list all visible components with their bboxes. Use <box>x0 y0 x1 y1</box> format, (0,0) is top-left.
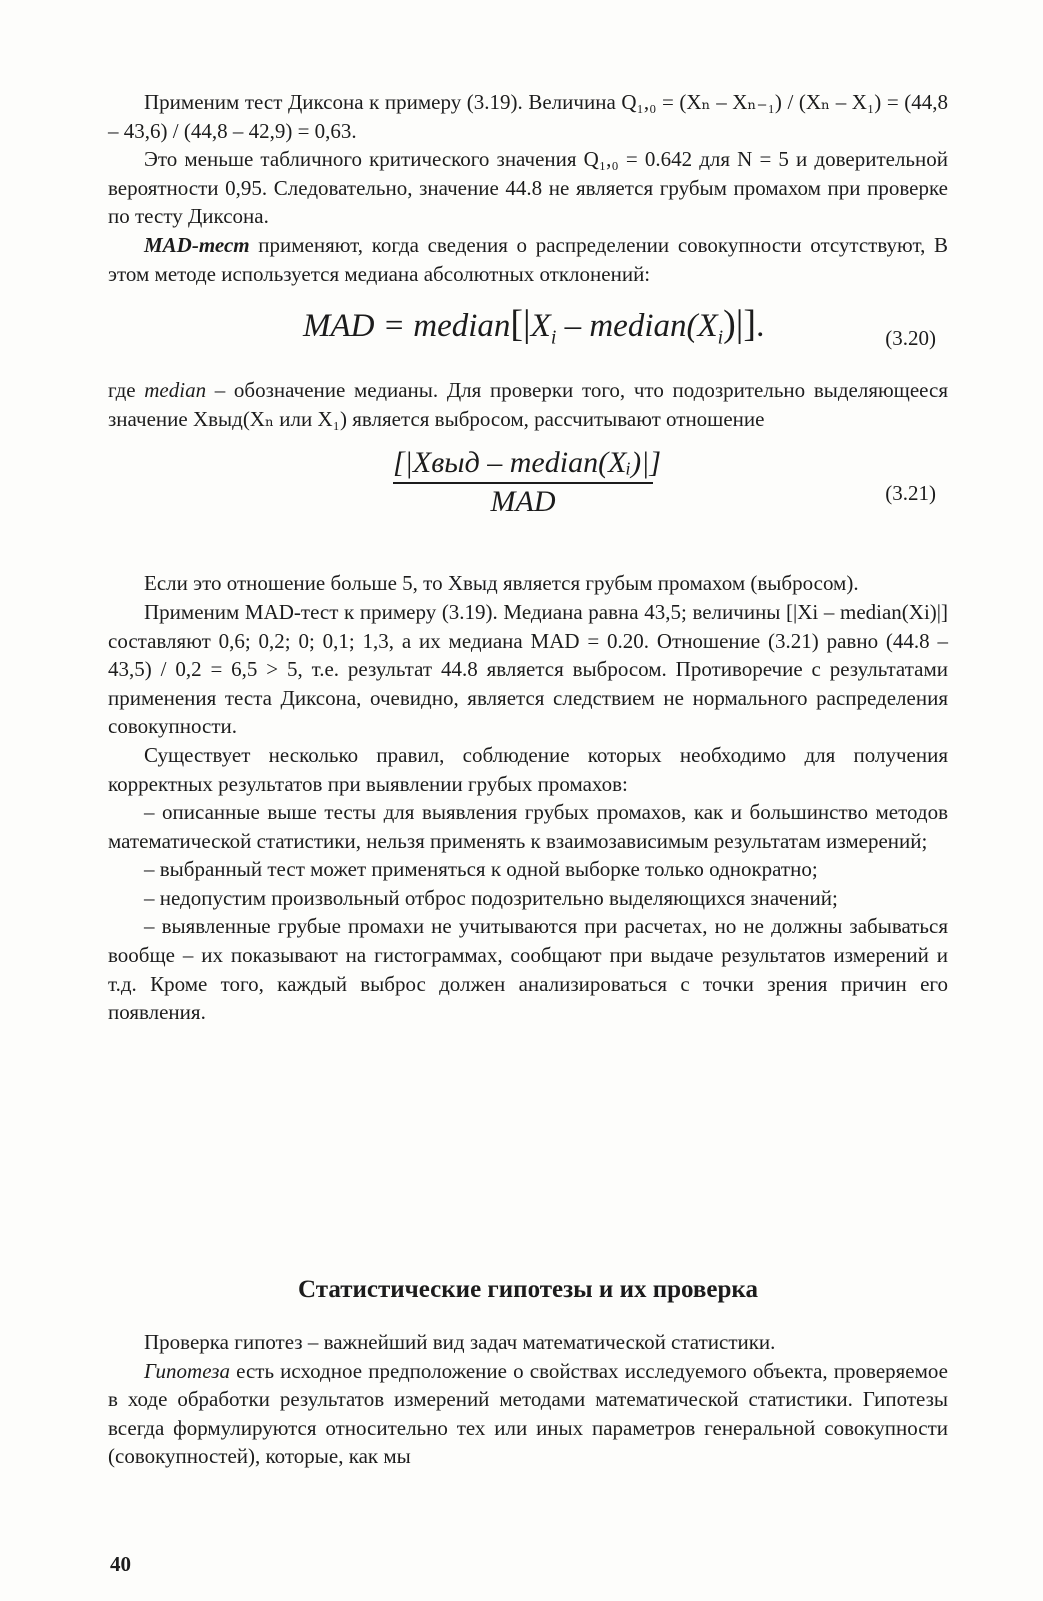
equation-number-3-20: (3.20) <box>885 326 936 351</box>
paragraph-rules-intro: Существует несколько правил, соблюдение которых необходимо для получения корректных результатов при выявлении грубых промахов: <box>108 742 948 796</box>
rule-item-3: – недопустим произвольный отброс подозрительно выделяющихся значений; <box>144 885 838 910</box>
paragraph-median-definition <box>108 376 948 433</box>
rule-item-2: – выбранный тест может применяться к одной выборке только однократно; <box>144 857 818 882</box>
formula-x: X <box>530 308 551 345</box>
body-text-bottom <box>108 1328 948 1471</box>
page-number: 40 <box>110 1552 131 1576</box>
paragraph-dixon-conclusion: Это меньше табличного критического значения Q₁,₀ = 0.642 для N = 5 и доверительной вероятности 0,95. Следовательно, значение 44.8 не является грубым промахом при проверке по тесту Диксона. <box>108 147 948 229</box>
formula-sub-i: i <box>550 326 557 349</box>
hypothesis-def-text: есть исходное предположение о свойствах исследуемого объекта, проверяемое в ходе обработки результатов измерений методами математической статистики. Гипотезы всегда формулируются относительно тех или иных параметров генеральной совокупности (совокупностей), которые, как мы <box>108 1358 948 1469</box>
paragraph-mad-criterion: Если это отношение больше 5, то Хвыд является грубым промахом (выбросом). <box>144 571 859 596</box>
formula-mad-lhs: MAD = median <box>303 308 511 345</box>
formula-dot: . <box>756 308 765 345</box>
paragraph-hypothesis-definition <box>108 1357 948 1471</box>
median-def-prefix: где <box>108 378 145 403</box>
mad-test-term: MAD-тест <box>144 232 250 257</box>
body-text-top <box>108 88 948 1027</box>
rule-item-1: – описанные выше тесты для выявления грубых промахов, как и большинство методов математической статистики, нельзя применять к взаимозависимым результатам измерений; <box>108 800 948 853</box>
equation-number-3-21: (3.21) <box>885 481 936 506</box>
median-term: median <box>144 378 207 403</box>
paragraph-dixon-example: Применим тест Диксона к примеру (3.19). Величина Q₁,₀ = (Xₙ – Xₙ₋₁) / (Xₙ – X₁) = (44,8 – 43,6) / (44,8 – 42,9) = 0,63. <box>108 90 948 143</box>
formula-3-20-expression <box>303 303 765 352</box>
formula-median-x: – median(X <box>556 308 718 345</box>
paragraph-mad-example: Применим MAD-тест к примеру (3.19). Медиана равна 43,5; величины [|Xi – median(Xi)|] составляют 0,6; 0,2; 0; 0,1; 1,3, а их медиана MAD = 0.20. Отношение (3.21) равно (44.8 – 43,5) / 0,2 = 6,5 > 5, т.е. результат 44.8 является выбросом. Противоречие с результатами применения теста Диксона, очевидно, является следствием не нормального распределения совокупности. <box>108 599 948 739</box>
formula-sub-i-2: i <box>717 326 724 349</box>
paragraph-hypothesis-testing: Проверка гипотез – важнейший вид задач математической статистики. <box>144 1330 776 1354</box>
fraction-denominator: MAD <box>490 484 556 518</box>
median-def-text: – обозначение медианы. Для проверки того, что подозрительно выделяющееся значение Xвыд(Xₙ или X₁) является выбросом, рассчитывают отношение <box>108 378 948 431</box>
paragraph-mad-intro <box>108 231 948 288</box>
fraction-numerator: [|Xвыд – median(Xᵢ)|] <box>393 446 662 480</box>
hypothesis-term: Гипотеза <box>144 1358 230 1383</box>
formula-3-21 <box>108 446 948 549</box>
formula-open-bracket: [| <box>510 303 531 346</box>
mad-intro-text: применяют, когда сведения о распределении совокупности отсутствуют, В этом методе используется медиана абсолютных отклонений: <box>108 232 948 286</box>
section-heading: Статистические гипотезы и их проверка <box>298 1276 758 1303</box>
formula-3-20 <box>108 300 948 368</box>
formula-close-bracket: )|] <box>723 303 757 346</box>
formula-3-21-fraction <box>393 446 662 518</box>
rule-item-4: – выявленные грубые промахи не учитываются при расчетах, но не должны забываться вообще – их показывают на гистограммах, сообщают при выдаче результатов измерений и т.д. Кроме того, каждый выброс должен анализироваться с точки зрения причин его появления. <box>108 914 948 1025</box>
